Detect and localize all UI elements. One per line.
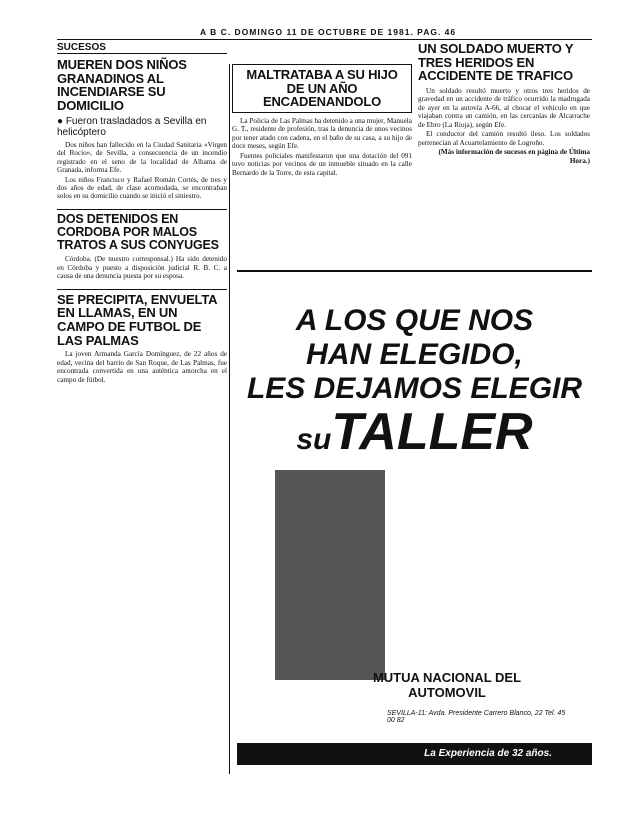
column-divider-1 [229,64,230,774]
ad-line-4: suTALLER [296,403,533,461]
article-maltrato: La Policía de Las Palmas ha detenido a una mujer, Manuela G. T., residente de profesión, tras la denuncia de unos vecinos por tener atado con cadena, en el baño de su casa, a su hijo de doce meses, según Efe. Fuentes policiales manifestaron que una dotación del 091 tuvo noticias por vecinos de un inmueble situado en la calle Bernardo de la Torre, de esta capital. [232,116,412,177]
ad-brand: MUTUA NACIONAL DEL AUTOMOVIL [372,670,522,700]
ad-line-2: HAN ELEGIDO, [306,338,523,371]
ad-top-rule [237,270,592,272]
top-rule [57,39,592,40]
article-soldado: Un soldado resultó muerto y otros tres heridos de gravedad en un accidente de tráfico ocurrido la madrugada de ayer en la autovía A-66, al chocar el vehículo en que viajaban contra un camión, en las cercanías de Alcarrache de Ebro (La Rioja), según Efe. El conductor del camión resultó ileso. Los soldados pertenecían al Acuartelamiento de Logroño. (Más información de sucesos en página de Última Hora.) [418,86,590,165]
article-granada: Dos niños han fallecido en la Ciudad Sanitaria «Virgen del Rocío», de Sevilla, a consecuencia de un incendio registrado en el seno de la localidad de Alhama de Granada, informa Efe. Los niños Francisco y Rafael Román Cortés, de tres y dos años de edad, de clase acomodada, se encontraban solos en su domicilio cuando se inició el siniestro. [57,140,227,201]
column-right [418,42,590,166]
ad-line-1: A LOS QUE NOS [295,304,534,337]
ad-address: SEVILLA-11: Avda. Presidente Carrero Blanco, 22 Tel. 45 00 82 [387,710,566,724]
headline-cordoba: DOS DETENIDOS EN CORDOBA POR MALOS TRATOS A SUS CONYUGES [57,209,227,252]
ad-tagline: La Experiencia de 32 años. [237,743,592,765]
ad-line-3: LES DEJAMOS ELEGIR [246,372,583,405]
article-cordoba: Córdoba. (De nuestro corresponsal.) Ha sido detenido en Córdoba y puesto a disposición judicial R. B. C. a causa de una denuncia puesta por su esposa. [57,255,227,281]
column-left [57,42,227,385]
headline-las-palmas: SE PRECIPITA, ENVUELTA EN LLAMAS, EN UN CAMPO DE FUTBOL DE LAS PALMAS [57,289,227,348]
headline-soldado: UN SOLDADO MUERTO Y TRES HERIDOS EN ACCIDENTE DE TRAFICO [418,41,574,84]
article-las-palmas: La joven Armanda García Domínguez, de 22 años de edad, vecina del barrio de San Roque, de Las Palmas, fue encontrada convertida en una auténtica antorcha en el campo de fútbol. [57,350,227,384]
column-middle [232,64,412,178]
page-header: A B C. DOMINGO 11 DE OCTUBRE DE 1981. PAG. 46 [200,27,457,37]
section-title: SUCESOS [57,42,227,54]
headline-granada: MUEREN DOS NIÑOS GRANADINOS AL INCENDIARSE SU DOMICILIO [57,57,187,113]
subhead-helicoptero: ● Fueron trasladados a Sevilla en helicóptero [57,115,207,138]
garage-photo [275,470,385,680]
headline-maltrato: MALTRATABA A SU HIJO DE UN AÑO ENCADENANDOLO [232,64,412,113]
advertisement [237,270,592,765]
